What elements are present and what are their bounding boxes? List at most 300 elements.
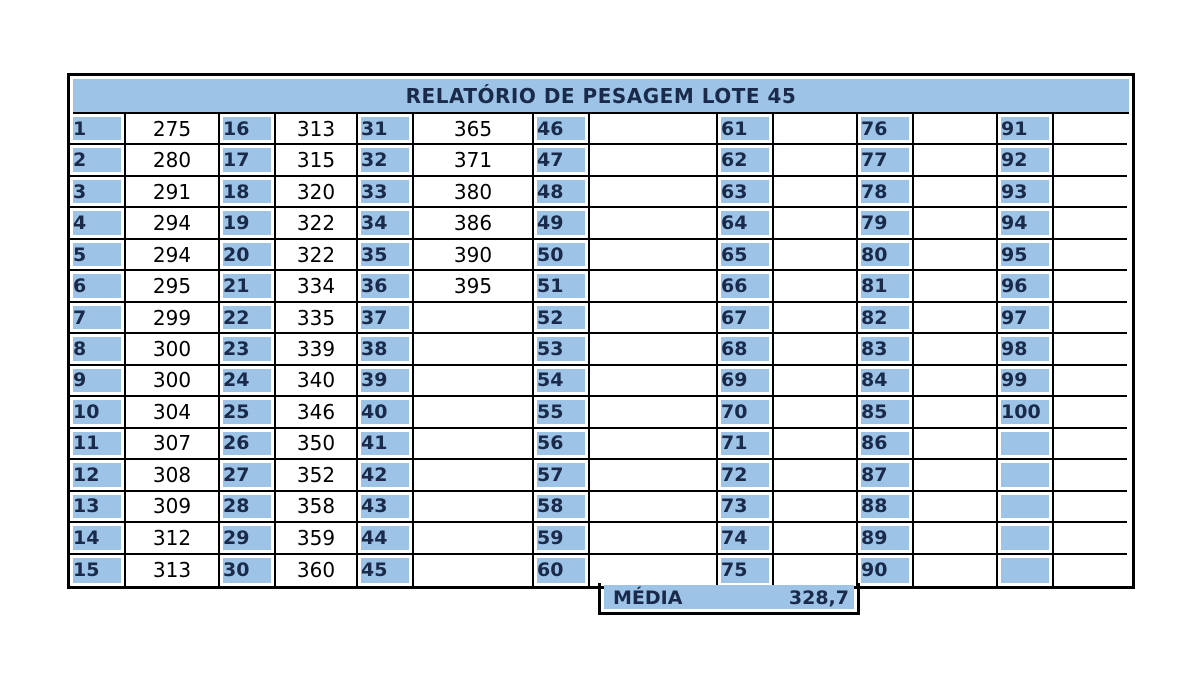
weight-value-cell — [914, 555, 998, 586]
sample-number-cell — [358, 397, 414, 428]
sample-number-cell — [718, 271, 774, 302]
sample-number-cell — [70, 208, 126, 239]
sample-number: 39 — [361, 369, 388, 392]
weight-value-cell — [414, 334, 534, 365]
sample-number: 57 — [537, 463, 564, 486]
weight-value-cell: 340 — [276, 366, 358, 397]
weight-value-cell: 371 — [414, 145, 534, 176]
weight-value-cell: 320 — [276, 177, 358, 208]
sample-number: 28 — [223, 495, 250, 518]
sample-number: 81 — [861, 275, 888, 298]
sample-number-cell — [70, 555, 126, 586]
weight-value-cell — [1054, 177, 1127, 208]
sample-number-cell — [998, 114, 1054, 145]
weight-value-cell — [414, 523, 534, 554]
sample-number: 41 — [361, 432, 388, 455]
sample-number: 98 — [1001, 338, 1028, 361]
sample-number: 12 — [73, 463, 100, 486]
sample-number-cell — [858, 555, 914, 586]
sample-number-cell — [70, 177, 126, 208]
weight-value-cell: 346 — [276, 397, 358, 428]
sample-number-cell — [534, 240, 590, 271]
weight-value-cell — [774, 240, 858, 271]
sample-number: 86 — [861, 432, 888, 455]
weight-value-cell — [774, 177, 858, 208]
weight-value-cell — [1054, 240, 1127, 271]
weight-value-cell — [590, 208, 718, 239]
sample-number: 90 — [861, 559, 888, 582]
weight-value-cell: 313 — [276, 114, 358, 145]
sample-number: 4 — [73, 212, 87, 235]
sample-number-cell — [220, 177, 276, 208]
sample-number-cell — [718, 177, 774, 208]
sample-number-cell — [534, 208, 590, 239]
report-title: RELATÓRIO DE PESAGEM LOTE 45 — [73, 79, 1129, 114]
sample-number: 26 — [223, 432, 250, 455]
weight-value-cell — [590, 271, 718, 302]
sample-number-cell — [534, 114, 590, 145]
weight-value-cell — [774, 114, 858, 145]
sample-number-cell — [358, 145, 414, 176]
weight-value-cell — [774, 523, 858, 554]
weight-value-cell: 300 — [126, 334, 220, 365]
weight-value-cell: 334 — [276, 271, 358, 302]
sample-number: 69 — [721, 369, 748, 392]
weight-value-cell — [590, 177, 718, 208]
sample-number: 64 — [721, 212, 748, 235]
sample-number: 61 — [721, 117, 748, 140]
sample-number-cell — [534, 177, 590, 208]
weight-value-cell — [914, 397, 998, 428]
weight-value-cell — [1054, 366, 1127, 397]
weight-value-cell — [590, 366, 718, 397]
sample-number: 60 — [537, 559, 564, 582]
weight-value-cell — [914, 271, 998, 302]
sample-number-cell — [718, 366, 774, 397]
sample-number-cell — [220, 429, 276, 460]
weight-value-cell: 312 — [126, 523, 220, 554]
sample-number: 8 — [73, 338, 87, 361]
sample-number-cell — [220, 271, 276, 302]
weight-value-cell — [590, 240, 718, 271]
weight-value-cell — [1054, 208, 1127, 239]
weight-value-cell: 294 — [126, 208, 220, 239]
sample-number-cell — [220, 523, 276, 554]
sample-number-cell — [718, 114, 774, 145]
weight-value-cell — [414, 397, 534, 428]
sample-number-cell — [718, 240, 774, 271]
sample-number-cell — [220, 303, 276, 334]
sample-number-cell — [718, 492, 774, 523]
sample-number: 74 — [721, 526, 748, 549]
sample-number: 23 — [223, 338, 250, 361]
weighing-report-table — [67, 73, 1135, 589]
sample-number-cell — [998, 271, 1054, 302]
sample-number: 24 — [223, 369, 250, 392]
sample-number-cell — [718, 334, 774, 365]
weight-value-cell — [914, 429, 998, 460]
sample-number-cell — [220, 397, 276, 428]
weight-value-cell: 280 — [126, 145, 220, 176]
sample-number-cell — [358, 523, 414, 554]
weight-value-cell — [1054, 334, 1127, 365]
sample-number-cell — [718, 555, 774, 586]
sample-number-cell — [220, 114, 276, 145]
sample-number: 56 — [537, 432, 564, 455]
weight-value-cell: 352 — [276, 460, 358, 491]
weight-value-cell — [774, 271, 858, 302]
sample-number-cell — [358, 208, 414, 239]
sample-number-cell — [858, 334, 914, 365]
sample-number-cell — [358, 271, 414, 302]
sample-number-cell — [998, 366, 1054, 397]
sample-number: 95 — [1001, 243, 1028, 266]
sample-number-cell — [358, 460, 414, 491]
weight-value-cell — [1054, 271, 1127, 302]
weight-value-cell — [590, 492, 718, 523]
sample-number-cell — [998, 303, 1054, 334]
sample-number-cell — [534, 271, 590, 302]
average-label: MÉDIA — [613, 586, 683, 609]
weight-value-cell — [1054, 523, 1127, 554]
sample-number: 18 — [223, 180, 250, 203]
weight-value-cell: 315 — [276, 145, 358, 176]
weight-value-cell — [914, 303, 998, 334]
sample-number-cell — [358, 177, 414, 208]
sample-number: 42 — [361, 463, 388, 486]
sample-number: 63 — [721, 180, 748, 203]
sample-number: 38 — [361, 338, 388, 361]
sample-number-cell — [858, 366, 914, 397]
sample-number: 51 — [537, 275, 564, 298]
weight-value-cell — [590, 334, 718, 365]
sample-number-cell — [70, 492, 126, 523]
sample-number-cell — [718, 460, 774, 491]
sample-number: 77 — [861, 149, 888, 172]
weight-value-cell — [590, 555, 718, 586]
sample-number-cell — [70, 145, 126, 176]
sample-number: 48 — [537, 180, 564, 203]
weight-value-cell — [414, 366, 534, 397]
sample-number-cell — [998, 145, 1054, 176]
sample-number-cell — [998, 523, 1054, 554]
weight-value-cell: 322 — [276, 208, 358, 239]
sample-number: 54 — [537, 369, 564, 392]
weight-value-cell — [774, 429, 858, 460]
sample-number: 71 — [721, 432, 748, 455]
weight-value-cell: 291 — [126, 177, 220, 208]
sample-number-cell — [998, 177, 1054, 208]
sample-number-cell — [718, 429, 774, 460]
weight-value-cell — [414, 460, 534, 491]
weight-value-cell — [1054, 429, 1127, 460]
weight-value-cell — [774, 460, 858, 491]
sample-number-cell — [534, 460, 590, 491]
weight-value-cell — [1054, 114, 1127, 145]
weight-value-cell: 350 — [276, 429, 358, 460]
weight-value-cell — [914, 366, 998, 397]
sample-number-cell — [534, 397, 590, 428]
sample-number: 37 — [361, 306, 388, 329]
sample-number: 6 — [73, 275, 87, 298]
sample-number: 53 — [537, 338, 564, 361]
weight-value-cell: 304 — [126, 397, 220, 428]
weight-value-cell: 295 — [126, 271, 220, 302]
sample-number-cell — [358, 240, 414, 271]
weight-value-cell — [590, 523, 718, 554]
sample-number: 47 — [537, 149, 564, 172]
sample-number-cell — [220, 240, 276, 271]
weight-value-cell: 307 — [126, 429, 220, 460]
sample-number: 16 — [223, 117, 250, 140]
weight-value-cell: 309 — [126, 492, 220, 523]
sample-number: 80 — [861, 243, 888, 266]
number-cell-fill — [1001, 432, 1049, 455]
sample-number-cell — [358, 555, 414, 586]
sample-number-cell — [858, 397, 914, 428]
sample-number-cell — [534, 555, 590, 586]
sample-number: 20 — [223, 243, 250, 266]
sample-number: 65 — [721, 243, 748, 266]
sample-number: 58 — [537, 495, 564, 518]
sample-number: 46 — [537, 117, 564, 140]
sample-number: 29 — [223, 526, 250, 549]
weight-value-cell — [914, 492, 998, 523]
sample-number-cell — [534, 145, 590, 176]
weight-value-cell: 390 — [414, 240, 534, 271]
weight-value-cell — [774, 492, 858, 523]
sample-number-cell — [858, 240, 914, 271]
sample-number-cell — [220, 145, 276, 176]
sample-number: 84 — [861, 369, 888, 392]
weight-value-cell — [590, 429, 718, 460]
sample-number-cell — [858, 208, 914, 239]
average-row — [598, 583, 860, 615]
weight-value-cell — [1054, 492, 1127, 523]
sample-number-cell — [358, 492, 414, 523]
sample-number: 52 — [537, 306, 564, 329]
sample-number-cell — [358, 334, 414, 365]
weight-value-cell — [774, 397, 858, 428]
sample-number: 10 — [73, 400, 100, 423]
sample-number: 50 — [537, 243, 564, 266]
weight-value-cell — [590, 460, 718, 491]
sample-number: 73 — [721, 495, 748, 518]
sample-number-cell — [70, 523, 126, 554]
number-cell-fill — [1001, 558, 1049, 583]
sample-number-cell — [70, 114, 126, 145]
sample-number-cell — [70, 303, 126, 334]
weight-value-cell: 313 — [126, 555, 220, 586]
sample-number-cell — [998, 429, 1054, 460]
sample-number: 83 — [861, 338, 888, 361]
sample-number-cell — [998, 334, 1054, 365]
weight-value-cell — [414, 429, 534, 460]
sample-number-cell — [70, 240, 126, 271]
sample-number: 91 — [1001, 117, 1028, 140]
weight-value-cell — [774, 303, 858, 334]
weight-value-cell: 335 — [276, 303, 358, 334]
weight-value-cell: 358 — [276, 492, 358, 523]
sample-number: 78 — [861, 180, 888, 203]
weight-value-cell — [1054, 397, 1127, 428]
weight-value-cell — [590, 397, 718, 428]
weight-value-cell — [774, 208, 858, 239]
weight-value-cell: 365 — [414, 114, 534, 145]
sample-number-cell — [718, 303, 774, 334]
weight-value-cell: 299 — [126, 303, 220, 334]
weight-value-cell — [590, 145, 718, 176]
sample-number: 97 — [1001, 306, 1028, 329]
sample-number-cell — [858, 523, 914, 554]
sample-number: 43 — [361, 495, 388, 518]
sample-number-cell — [718, 523, 774, 554]
sample-number-cell — [858, 492, 914, 523]
sample-number-cell — [358, 114, 414, 145]
sample-number-cell — [718, 397, 774, 428]
sample-number: 67 — [721, 306, 748, 329]
sample-number-cell — [534, 303, 590, 334]
weight-value-cell — [914, 177, 998, 208]
sample-number-cell — [358, 366, 414, 397]
sample-number: 87 — [861, 463, 888, 486]
sample-number: 82 — [861, 306, 888, 329]
weight-value-cell: 386 — [414, 208, 534, 239]
sample-number: 25 — [223, 400, 250, 423]
weight-value-cell — [774, 555, 858, 586]
weight-value-cell — [774, 145, 858, 176]
sample-number: 34 — [361, 212, 388, 235]
sample-number: 49 — [537, 212, 564, 235]
weight-value-cell — [414, 492, 534, 523]
sample-number: 66 — [721, 275, 748, 298]
sample-number-cell — [358, 429, 414, 460]
sample-number: 55 — [537, 400, 564, 423]
sample-number: 92 — [1001, 149, 1028, 172]
sample-number-cell — [718, 208, 774, 239]
weight-value-cell: 300 — [126, 366, 220, 397]
sample-number-cell — [534, 366, 590, 397]
weight-value-cell — [1054, 303, 1127, 334]
sample-number: 17 — [223, 149, 250, 172]
weight-value-cell — [914, 523, 998, 554]
sample-number: 3 — [73, 180, 87, 203]
weights-grid — [70, 114, 1132, 586]
sample-number-cell — [70, 460, 126, 491]
sample-number-cell — [70, 271, 126, 302]
weight-value-cell: 339 — [276, 334, 358, 365]
weight-value-cell — [914, 460, 998, 491]
sample-number: 19 — [223, 212, 250, 235]
sample-number: 5 — [73, 243, 87, 266]
weight-value-cell — [914, 114, 998, 145]
sample-number: 72 — [721, 463, 748, 486]
sample-number-cell — [70, 397, 126, 428]
sample-number: 32 — [361, 149, 388, 172]
weight-value-cell: 275 — [126, 114, 220, 145]
weight-value-cell — [914, 240, 998, 271]
sample-number-cell — [534, 334, 590, 365]
sample-number: 70 — [721, 400, 748, 423]
weight-value-cell — [774, 334, 858, 365]
weight-value-cell — [914, 334, 998, 365]
sample-number: 100 — [1001, 400, 1041, 423]
sample-number-cell — [998, 460, 1054, 491]
weight-value-cell — [914, 208, 998, 239]
sample-number: 2 — [73, 149, 87, 172]
sample-number-cell — [534, 429, 590, 460]
sample-number: 15 — [73, 559, 100, 582]
sample-number-cell — [220, 555, 276, 586]
sample-number-cell — [858, 271, 914, 302]
sample-number-cell — [220, 492, 276, 523]
weight-value-cell — [590, 303, 718, 334]
sample-number: 88 — [861, 495, 888, 518]
sample-number: 40 — [361, 400, 388, 423]
weight-value-cell: 359 — [276, 523, 358, 554]
sample-number-cell — [858, 177, 914, 208]
sample-number-cell — [220, 460, 276, 491]
sample-number-cell — [998, 240, 1054, 271]
sample-number-cell — [220, 334, 276, 365]
sample-number: 44 — [361, 526, 388, 549]
sample-number: 33 — [361, 180, 388, 203]
sample-number-cell — [220, 208, 276, 239]
sample-number: 79 — [861, 212, 888, 235]
sample-number: 89 — [861, 526, 888, 549]
sample-number: 30 — [223, 559, 250, 582]
sample-number: 11 — [73, 432, 100, 455]
sample-number-cell — [858, 114, 914, 145]
sample-number-cell — [858, 429, 914, 460]
weight-value-cell — [914, 145, 998, 176]
sample-number: 21 — [223, 275, 250, 298]
sample-number-cell — [998, 208, 1054, 239]
weight-value-cell — [414, 303, 534, 334]
sample-number-cell — [534, 523, 590, 554]
sample-number-cell — [70, 429, 126, 460]
sample-number: 7 — [73, 306, 87, 329]
sample-number: 22 — [223, 306, 250, 329]
weight-value-cell: 308 — [126, 460, 220, 491]
number-cell-fill — [1001, 463, 1049, 486]
sample-number-cell — [998, 397, 1054, 428]
sample-number: 68 — [721, 338, 748, 361]
weight-value-cell — [590, 114, 718, 145]
sample-number: 36 — [361, 275, 388, 298]
weight-value-cell: 360 — [276, 555, 358, 586]
sample-number: 14 — [73, 526, 100, 549]
sample-number-cell — [70, 366, 126, 397]
sample-number-cell — [998, 555, 1054, 586]
number-cell-fill — [1001, 526, 1049, 549]
weight-value-cell — [414, 555, 534, 586]
sample-number: 9 — [73, 369, 87, 392]
sample-number: 94 — [1001, 212, 1028, 235]
weight-value-cell: 380 — [414, 177, 534, 208]
sample-number: 96 — [1001, 275, 1028, 298]
sample-number: 76 — [861, 117, 888, 140]
sample-number-cell — [858, 460, 914, 491]
sample-number: 35 — [361, 243, 388, 266]
sample-number: 62 — [721, 149, 748, 172]
weight-value-cell — [1054, 145, 1127, 176]
number-cell-fill — [1001, 495, 1049, 518]
sample-number-cell — [858, 145, 914, 176]
weight-value-cell: 322 — [276, 240, 358, 271]
sample-number-cell — [718, 145, 774, 176]
sample-number: 75 — [721, 559, 748, 582]
